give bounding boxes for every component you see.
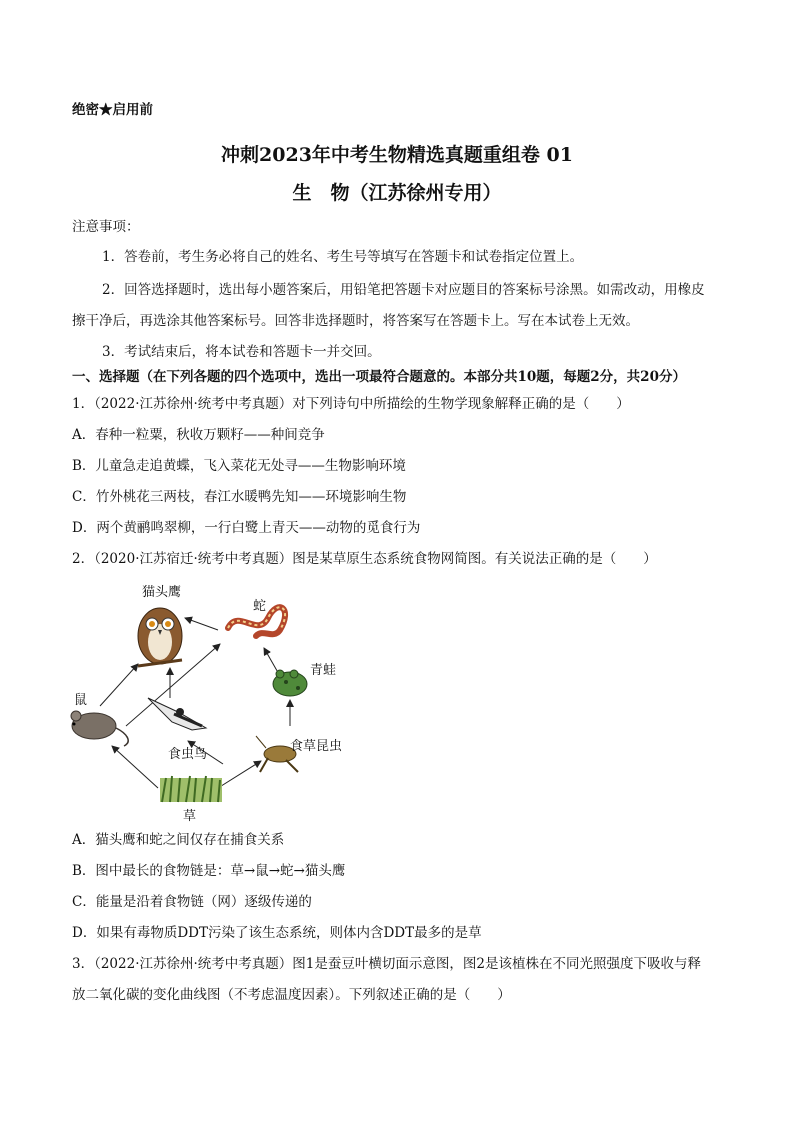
q1-stem: 1．（2022·江苏徐州·统考中考真题）对下列诗句中所描绘的生物学现象解释正确的是（ ） (72, 396, 630, 412)
q2-option-c: C．能量是沿着食物链（网）逐级传递的 (72, 894, 312, 910)
q3-stem-line-2: 放二氧化碳的变化曲线图（不考虑温度因素）。下列叙述正确的是（ ） (72, 987, 511, 1003)
q1-option-c: C．竹外桃花三两枝，春江水暖鸭先知——环境影响生物 (72, 489, 407, 505)
bird-icon (148, 698, 206, 730)
note-item-2: 2．回答选择题时，选出每小题答案后，用铅笔把答题卡对应题目的答案标号涂黑。如需改动，用橡皮 (102, 282, 705, 298)
q2-stem: 2．（2020·江苏宿迁·统考中考真题）图是某草原生态系统食物网简图。有关说法正确的是（ ） (72, 551, 657, 567)
food-web-figure (68, 578, 358, 828)
q2-option-d: D．如果有毒物质DDT污染了该生态系统，则体内含DDT最多的是草 (72, 925, 482, 941)
label-grass: 草 (183, 809, 197, 824)
owl-icon (138, 608, 182, 666)
frog-icon (273, 670, 307, 696)
label-insect: 食草昆虫 (290, 739, 343, 754)
page-subtitle: 生 物（江苏徐州专用） (292, 182, 502, 204)
page-title: 冲刺2023年中考生物精选真题重组卷 01 (221, 144, 573, 166)
food-web-arrows (100, 618, 290, 788)
notes-heading: 注意事项： (72, 219, 140, 235)
label-owl: 猫头鹰 (142, 585, 182, 600)
grass-icon (160, 776, 222, 802)
label-frog: 青蛙 (310, 663, 337, 678)
q3-stem-line-1: 3．（2022·江苏徐州·统考中考真题）图1是蚕豆叶横切面示意图，图2是该植株在不同光照强度下吸收与释 (72, 956, 701, 972)
q1-option-a: A．春种一粒粟，秋收万颗籽——种间竞争 (72, 427, 325, 443)
q2-option-b: B．图中最长的食物链是：草→鼠→蛇→猫头鹰 (72, 863, 346, 879)
section-heading: 一、选择题（在下列各题的四个选项中，选出一项最符合题意的。本部分共10题，每题2分，共20分） (72, 369, 686, 385)
mouse-icon (71, 711, 128, 746)
note-item-2-cont: 擦干净后，再选涂其他答案标号。回答非选择题时，将答案写在答题卡上。写在本试卷上无效。 (72, 313, 639, 329)
label-snake: 蛇 (253, 599, 267, 614)
label-mouse: 鼠 (74, 693, 88, 708)
q1-option-d: D．两个黄鹂鸣翠柳，一行白鹭上青天——动物的觅食行为 (72, 520, 421, 536)
q1-option-b: B．儿童急走追黄蝶，飞入菜花无处寻——生物影响环境 (72, 458, 406, 474)
label-bird: 食虫鸟 (168, 747, 208, 762)
q2-option-a: A．猫头鹰和蛇之间仅存在捕食关系 (72, 832, 285, 848)
note-item-1: 1．答卷前，考生务必将自己的姓名、考生号等填写在答题卡和试卷指定位置上。 (102, 249, 584, 265)
confidential-label: 绝密★启用前 (72, 102, 153, 118)
note-item-3: 3．考试结束后，将本试卷和答题卡一并交回。 (102, 344, 381, 360)
